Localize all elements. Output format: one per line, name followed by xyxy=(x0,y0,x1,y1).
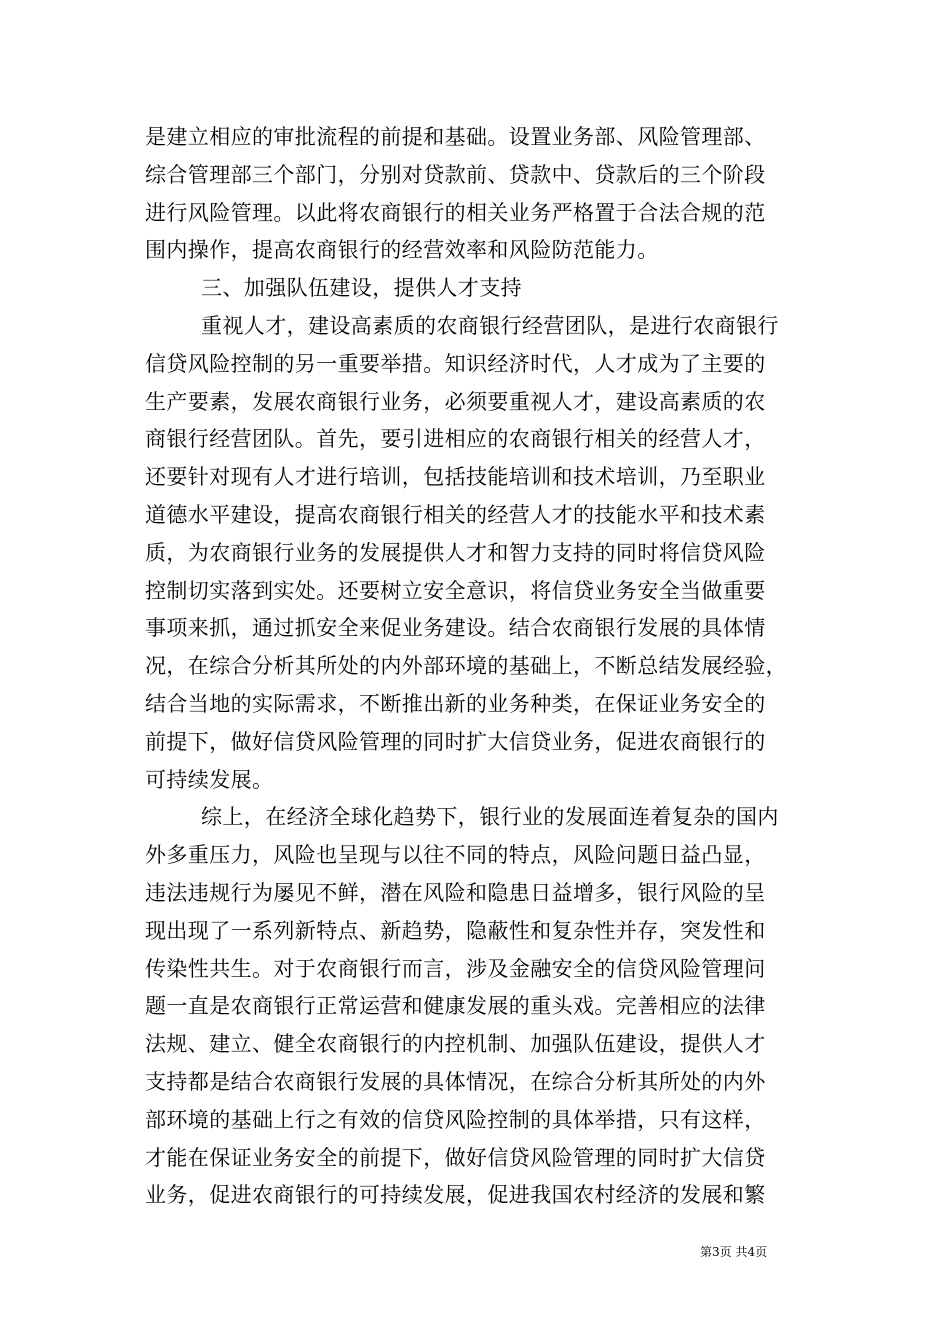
text-line: 现出现了一系列新特点、新趋势，隐蔽性和复杂性并存，突发性和 xyxy=(145,918,766,943)
text-line: 围内操作，提高农商银行的经营效率和风险防范能力。 xyxy=(145,238,659,263)
text-line: 结合当地的实际需求，不断推出新的业务种类，在保证业务安全的 xyxy=(145,691,766,716)
text-line: 控制切实落到实处。还要树立安全意识，将信贷业务安全当做重要 xyxy=(145,578,766,603)
text-line: 传染性共生。对于农商银行而言，涉及金融安全的信贷风险管理问 xyxy=(145,956,766,981)
text-line: 支持都是结合农商银行发展的具体情况，在综合分析其所处的内外 xyxy=(145,1069,766,1094)
text-line: 事项来抓，通过抓安全来促业务建设。结合农商银行发展的具体情 xyxy=(145,616,766,641)
text-line: 前提下，做好信贷风险管理的同时扩大信贷业务，促进农商银行的 xyxy=(145,729,766,754)
text-line: 进行风险管理。以此将农商银行的相关业务严格置于合法合规的范 xyxy=(145,200,766,225)
text-line: 题一直是农商银行正常运营和健康发展的重头戏。完善相应的法律 xyxy=(145,994,766,1019)
text-line: 信贷风险控制的另一重要举措。知识经济时代，人才成为了主要的 xyxy=(145,351,766,376)
text-line: 况，在综合分析其所处的内外部环境的基础上，不断总结发展经验， xyxy=(145,654,787,679)
text-line: 质，为农商银行业务的发展提供人才和智力支持的同时将信贷风险 xyxy=(145,540,766,565)
text-line: 重视人才，建设高素质的农商银行经营团队，是进行农商银行 xyxy=(201,313,779,338)
text-line: 才能在保证业务安全的前提下，做好信贷风险管理的同时扩大信贷 xyxy=(145,1145,766,1170)
text-line: 外多重压力，风险也呈现与以往不同的特点，风险问题日益凸显， xyxy=(145,843,766,868)
text-line: 还要针对现有人才进行培训，包括技能培训和技术培训，乃至职业 xyxy=(145,465,766,490)
text-line: 商银行经营团队。首先，要引进相应的农商银行相关的经营人才， xyxy=(145,427,766,452)
text-line: 部环境的基础上行之有效的信贷风险控制的具体举措，只有这样， xyxy=(145,1107,766,1132)
text-line: 可持续发展。 xyxy=(145,767,274,792)
section-heading: 三、加强队伍建设，提供人才支持 xyxy=(201,276,522,301)
page-number: 第3页 共4页 xyxy=(700,1245,768,1259)
text-line: 综上，在经济全球化趋势下，银行业的发展面连着复杂的国内 xyxy=(201,805,779,830)
text-line: 法规、建立、健全农商银行的内控机制、加强队伍建设，提供人才 xyxy=(145,1032,766,1057)
text-line: 道德水平建设，提高农商银行相关的经营人才的技能水平和技术素 xyxy=(145,502,766,527)
text-line: 是建立相应的审批流程的前提和基础。设置业务部、风险管理部、 xyxy=(145,125,766,149)
document-body xyxy=(145,119,805,1215)
text-line: 综合管理部三个部门，分别对贷款前、贷款中、贷款后的三个阶段 xyxy=(145,162,766,187)
text-line: 违法违规行为屡见不鲜，潜在风险和隐患日益增多，银行风险的呈 xyxy=(145,880,766,905)
text-line: 生产要素，发展农商银行业务，必须要重视人才，建设高素质的农 xyxy=(145,389,766,414)
text-line: 业务，促进农商银行的可持续发展，促进我国农村经济的发展和繁 xyxy=(145,1183,766,1208)
